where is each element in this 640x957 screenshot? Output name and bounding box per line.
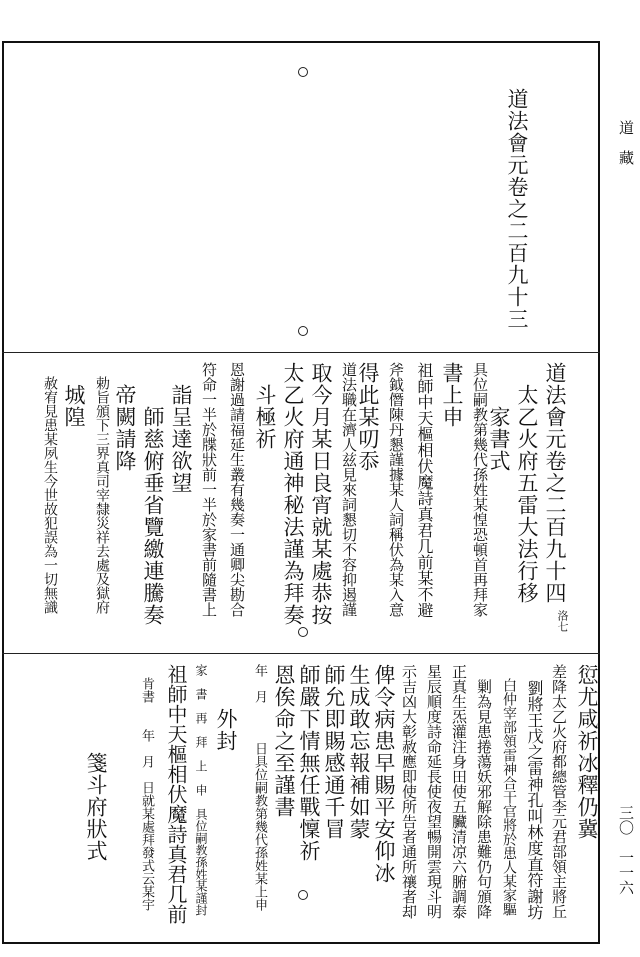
- lower-col-1: 差降太乙火府都總管李元君部領主將丘: [550, 664, 568, 919]
- lower-col-9: 生成敢忘報補如蒙: [347, 664, 371, 840]
- middle-col-14: 詣呈達欲望: [169, 362, 193, 494]
- section-divider-lower: [2, 653, 600, 654]
- margin-page-number: 三〇 一一六: [617, 805, 635, 895]
- middle-col-2: 家書式: [487, 362, 511, 472]
- lower-col-16: 祖師中天樞相伏魔詩真君几前: [164, 664, 188, 924]
- lower-col-6: 星辰順度詩命延長使夜望暢開雲現斗明: [425, 664, 443, 919]
- lower-col-10: 師允即賜感通千冒: [322, 664, 346, 840]
- lower-col-2: 劉將王戊之雷神孔叫林度直符謝坊: [525, 664, 544, 920]
- lower-col-11: 師嚴下情無任戰懍祈: [297, 664, 321, 862]
- lower-col-14: 外封: [214, 664, 238, 752]
- middle-col-11: 斗極祈: [253, 362, 277, 450]
- middle-col-4: 書上申: [440, 362, 464, 428]
- lower-col-8: 俾令病患早賜平安仰冰: [372, 664, 396, 884]
- lower-col-12: 恩俟命之至謹書: [272, 664, 296, 818]
- lower-col-4: 剿為見患捲蕩妖邪解除患難仍句頒降: [475, 664, 493, 919]
- lower-col-17: 肯書 年 月 日就某處拜發式云某宇: [139, 664, 154, 911]
- lower-col-0: 愆尤咸祈冰釋仍冀: [575, 664, 599, 840]
- middle-col-15: 師慈俯垂省覽繳連騰奏: [141, 362, 165, 626]
- binding-hole-icon: [298, 627, 308, 637]
- lower-col-7: 示吉凶大彰赦應即使所告者通所禳者却: [400, 664, 418, 919]
- middle-col-9: 取今月某日良宵就某處恭按: [309, 362, 333, 626]
- lower-col-13: 年 月 日具位嗣教第幾代孫姓某上申: [252, 664, 267, 911]
- middle-col-8: 道法職在濟人兹見來詞懇切不容抑遏謹: [340, 362, 358, 617]
- middle-col-10: 太乙火府通神秘法謹為拜奏: [281, 362, 305, 626]
- middle-col-0: 道法會元卷之二百九十四: [543, 362, 567, 604]
- middle-col-12: 恩謝過請福延生叢有幾奏一通卿尖勘合: [228, 362, 246, 617]
- middle-col-3: 具位嗣教第幾代孫姓某惶恐頓首再拜家: [471, 362, 489, 617]
- lower-col-3: 白仲宰部領雷神合干官將於患人某家驅: [501, 664, 517, 916]
- binding-hole-icon: [298, 890, 308, 900]
- margin-title: 道 藏: [617, 120, 635, 165]
- section-divider-upper: [2, 352, 600, 353]
- lower-col-5: 正真生炁灌注身田使五臟清凉六腑調泰: [450, 664, 468, 919]
- lower-col-18: 箋斗府狀式: [84, 664, 108, 862]
- middle-col-5: 祖師中天樞相伏魔詩真君几前某不避: [415, 362, 434, 618]
- lower-col-15: 家 書 再 拜 上 申 具位嗣教孫姓某謹封: [194, 664, 208, 916]
- upper-col-0: 道法會元卷之二百九十三: [505, 88, 529, 330]
- middle-col-13: 符命一半於牒狀前一半於家書前隨書上: [200, 362, 218, 617]
- middle-col-18: 城隍: [62, 362, 86, 428]
- middle-col-17: 勅旨頒下三界真司宰隸災祥去處及獄府: [94, 362, 110, 614]
- middle-col-16: 帝闕請降: [113, 362, 137, 472]
- middle-col-7: 得此某叨忝: [356, 362, 380, 472]
- binding-hole-icon: [298, 67, 308, 77]
- middle-col-6: 斧鉞僭陳丹懇謹據某人詞稱伏為某入意: [387, 362, 405, 617]
- binding-hole-icon: [298, 326, 308, 336]
- folio-marker: 洛七: [556, 610, 569, 632]
- middle-col-19: 赦宥見患某夙生今世故犯誤為一切無識: [42, 362, 58, 614]
- middle-col-1: 太乙火府五雷大法行移: [515, 362, 539, 604]
